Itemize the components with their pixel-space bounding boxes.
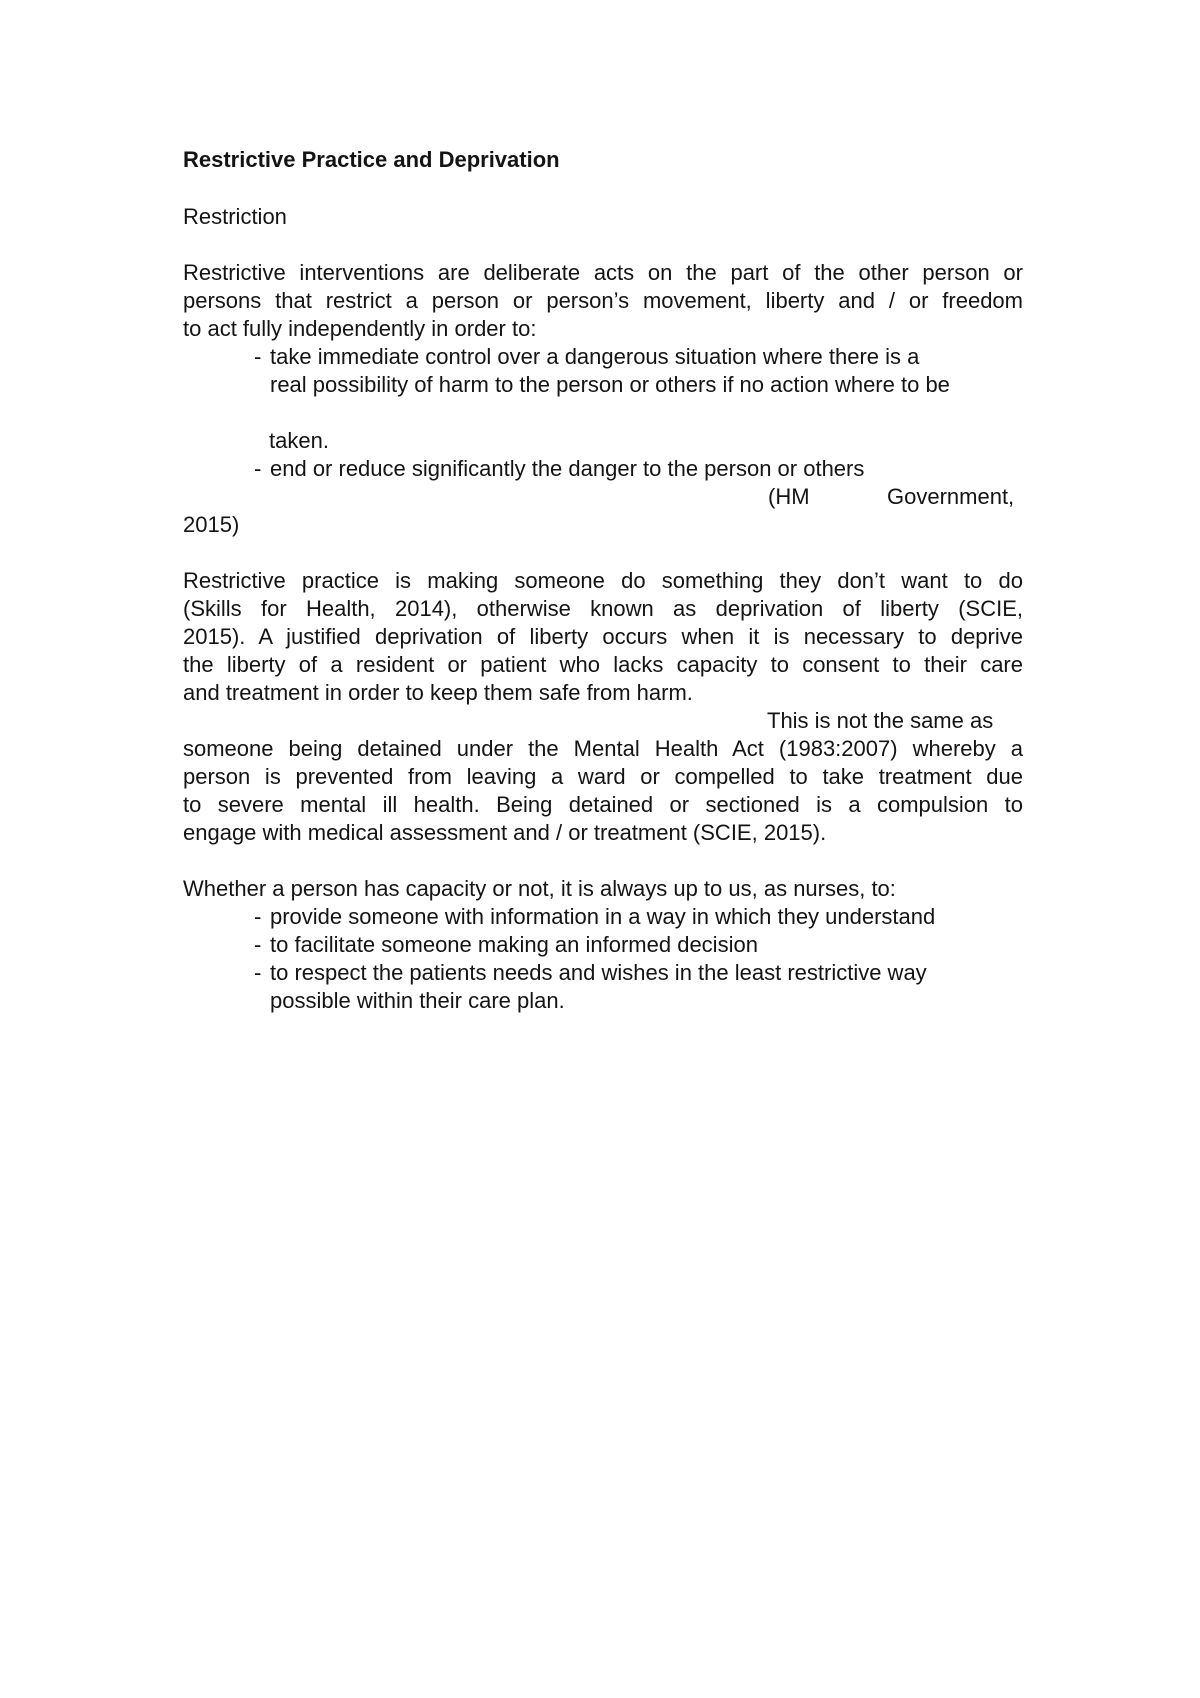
- intro-line: persons that restrict a person or person’s movement, liberty and / or freedom: [183, 288, 1023, 313]
- bullet-line: possible within their care plan.: [270, 988, 565, 1013]
- bullet-dash: -: [254, 932, 262, 957]
- document-title: Restrictive Practice and Deprivation: [183, 147, 560, 172]
- bullet-line: end or reduce significantly the danger to the person or others: [270, 456, 865, 481]
- bullet-line: provide someone with information in a way in which they understand: [270, 904, 936, 929]
- bullet-line: real possibility of harm to the person or others if no action where to be: [270, 372, 950, 397]
- paragraph-line: to severe mental ill health. Being detained or sectioned is a compulsion to: [183, 792, 1023, 817]
- paragraph-line: This is not the same as: [767, 708, 994, 733]
- bullet-line: taken.: [269, 428, 329, 453]
- paragraph-line: Restrictive practice is making someone do something they don’t want to do: [183, 568, 1023, 593]
- paragraph-line: Whether a person has capacity or not, it is always up to us, as nurses, to:: [183, 876, 896, 901]
- paragraph-line: and treatment in order to keep them safe from harm.: [183, 680, 693, 705]
- bullet-dash: -: [254, 344, 262, 369]
- citation-part: (HM: [768, 484, 810, 509]
- paragraph-line: someone being detained under the Mental Health Act (1983:2007) whereby a: [183, 736, 1023, 761]
- bullet-dash: -: [254, 960, 262, 985]
- paragraph-line: the liberty of a resident or patient who lacks capacity to consent to their care: [183, 652, 1023, 677]
- bullet-line: to facilitate someone making an informed decision: [270, 932, 758, 957]
- bullet-line: to respect the patients needs and wishes in the least restrictive way: [270, 960, 927, 985]
- paragraph-line: person is prevented from leaving a ward or compelled to take treatment due: [183, 764, 1023, 789]
- citation-part: 2015): [183, 512, 240, 537]
- bullet-dash: -: [254, 904, 262, 929]
- paragraph-line: engage with medical assessment and / or treatment (SCIE, 2015).: [183, 820, 827, 845]
- citation-part: Government,: [887, 484, 1015, 509]
- section-subheading: Restriction: [183, 204, 287, 229]
- intro-line: to act fully independently in order to:: [183, 316, 537, 341]
- intro-line: Restrictive interventions are deliberate acts on the part of the other person or: [183, 260, 1023, 285]
- bullet-dash: -: [254, 456, 262, 481]
- paragraph-line: 2015). A justified deprivation of liberty occurs when it is necessary to deprive: [183, 624, 1023, 649]
- paragraph-line: (Skills for Health, 2014), otherwise known as deprivation of liberty (SCIE,: [183, 596, 1023, 621]
- bullet-line: take immediate control over a dangerous situation where there is a: [270, 344, 920, 369]
